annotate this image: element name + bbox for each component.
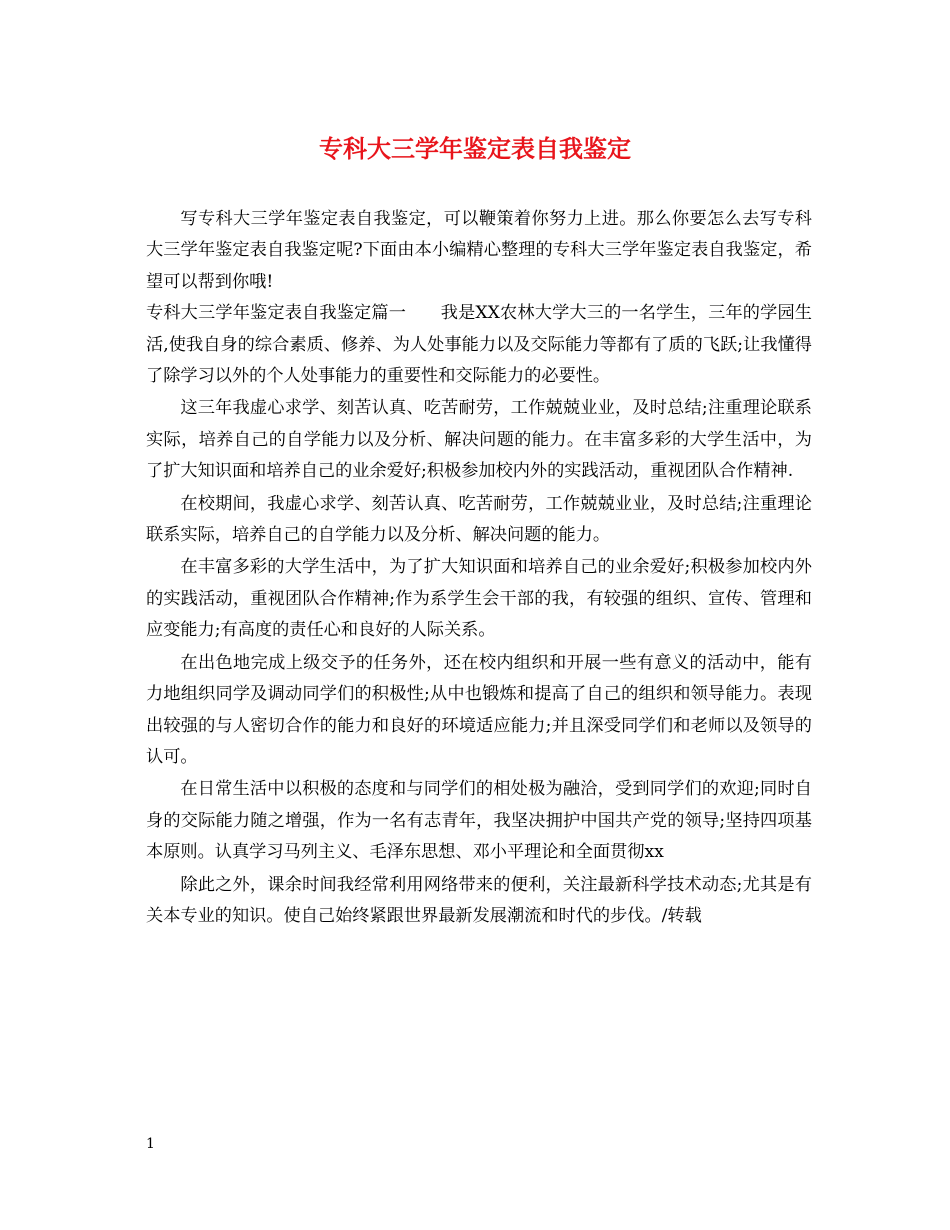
paragraph-study: 这三年我虚心求学、刻苦认真、吃苦耐劳，工作兢兢业业，及时总结;注重理论联系实际，培养自己的自学能力以及分析、解决问题的能力。在丰富多彩的大学生活中，为了扩大知识面和培养自己的业余爱好;积极参加校内外的实践活动，重视团队合作精神. [146, 398, 812, 482]
paragraph-organization: 在出色地完成上级交予的任务外，还在校内组织和开展一些有意义的活动中，能有力地组织同学及调动同学们的积极性;从中也锻炼和提高了自己的组织和领导能力。表现出较强的与人密切合作的能力和良好的环境适应能力;并且深受同学们和老师以及领导的认可。 [146, 652, 812, 767]
paragraph-section-one: 专科大三学年鉴定表自我鉴定篇一 我是XX农林大学大三的一名学生，三年的学园生活,使我自身的综合素质、修养、为人处事能力以及交际能力等都有了质的飞跃;让我懂得了除学习以外的个人处事能力的重要性和交际能力的必要性。 [146, 303, 812, 387]
page-number: 1 [146, 1136, 155, 1152]
paragraph-activities: 在丰富多彩的大学生活中，为了扩大知识面和培养自己的业余爱好;积极参加校内外的实践活动，重视团队合作精神;作为系学生会干部的我，有较强的组织、宣传、管理和应变能力;有高度的责任心和良好的人际关系。 [146, 557, 812, 641]
paragraph-intro: 写专科大三学年鉴定表自我鉴定，可以鞭策着你努力上进。那么你要怎么去写专科大三学年鉴定表自我鉴定呢?下面由本小编精心整理的专科大三学年鉴定表自我鉴定，希望可以帮到你哦! [146, 209, 812, 292]
document-title: 专科大三学年鉴定表自我鉴定 [319, 134, 631, 163]
paragraph-campus: 在校期间，我虚心求学、刻苦认真、吃苦耐劳，工作兢兢业业，及时总结;注重理论联系实际，培养自己的自学能力以及分析、解决问题的能力。 [146, 493, 812, 546]
paragraph-daily-life: 在日常生活中以积极的态度和与同学们的相处极为融洽，受到同学们的欢迎;同时自身的交际能力随之增强，作为一名有志青年，我坚决拥护中国共产党的领导;坚持四项基本原则。认真学习马列主义、毛泽东思想、邓小平理论和全面贯彻xx [146, 779, 812, 863]
document-body [146, 204, 812, 932]
paragraph-extracurricular: 除此之外，课余时间我经常利用网络带来的便利，关注最新科学技术动态;尤其是有关本专业的知识。使自己始终紧跟世界最新发展潮流和时代的步伐。/转载 [146, 874, 812, 926]
